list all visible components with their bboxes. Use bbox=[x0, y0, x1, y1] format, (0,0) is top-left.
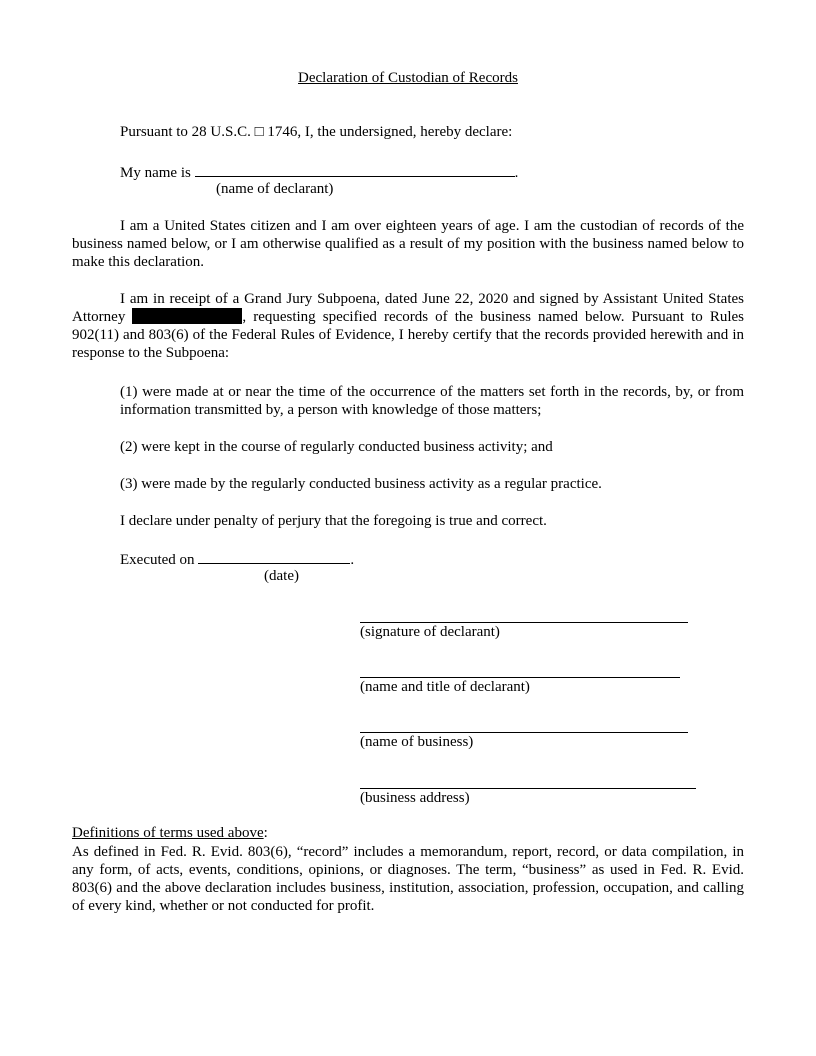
date-caption: (date) bbox=[264, 568, 299, 584]
signature-field[interactable] bbox=[360, 604, 688, 623]
declarant-name-field[interactable] bbox=[195, 161, 515, 177]
subpoena-paragraph bbox=[72, 290, 744, 362]
name-title-label: (name and title of declarant) bbox=[360, 679, 530, 695]
name-title-block bbox=[360, 659, 680, 696]
name-line bbox=[120, 161, 744, 182]
executed-line bbox=[120, 548, 744, 569]
date-field[interactable] bbox=[198, 548, 350, 564]
business-name-field[interactable] bbox=[360, 714, 688, 733]
business-address-block bbox=[360, 770, 696, 807]
business-name-label: (name of business) bbox=[360, 734, 474, 750]
name-title-field[interactable] bbox=[360, 659, 680, 678]
name-caption: (name of declarant) bbox=[216, 181, 334, 197]
definitions-body: As defined in Fed. R. Evid. 803(6), “record” includes a memorandum, report, record, or data compilation, in any form, of acts, events, conditions, opinions, or diagnoses. The term, “business” as used in Fed. R. Evid. 803(6) and the above declaration includes business, institution, association, profession, occupation, and calling of every kind, whether or not conducted for profit. bbox=[72, 844, 744, 914]
executed-prefix: Executed on bbox=[120, 552, 195, 568]
executed-suffix: . bbox=[350, 552, 355, 568]
redaction-block bbox=[132, 308, 242, 324]
definitions-heading: Definitions of terms used above bbox=[72, 825, 264, 841]
signature-block bbox=[360, 604, 688, 641]
definitions-heading-line bbox=[72, 824, 744, 842]
business-address-label: (business address) bbox=[360, 790, 470, 806]
certify-item-3: (3) were made by the regularly conducted business activity as a regular practice. bbox=[120, 476, 602, 492]
subpoena-text-2: , requesting specified records of the business named below. Pursuant to Rules 902(11) and 803(6) of the Federal Rules of Evidence, I hereby certify that the records provided herewith and in response to the Subpoena: bbox=[72, 309, 744, 361]
business-name-block bbox=[360, 714, 688, 751]
definitions-colon: : bbox=[263, 825, 268, 841]
subpoena-text-1: I am in receipt of a Grand Jury Subpoena, dated June 22, 2020 and signed by Assistant United States Attorney bbox=[72, 291, 744, 325]
business-address-field[interactable] bbox=[360, 770, 696, 789]
certify-item-2: (2) were kept in the course of regularly conducted business activity; and bbox=[120, 439, 553, 455]
document-title: Declaration of Custodian of Records bbox=[298, 70, 518, 86]
name-line-prefix: My name is bbox=[120, 165, 191, 181]
certify-item-1: (1) were made at or near the time of the occurrence of the matters set forth in the records, by, or from information transmitted by, a person with knowledge of those matters; bbox=[120, 384, 744, 418]
name-line-suffix: . bbox=[514, 165, 519, 181]
intro-statement: Pursuant to 28 U.S.C. □ 1746, I, the undersigned, hereby declare: bbox=[120, 124, 513, 140]
perjury-statement: I declare under penalty of perjury that the foregoing is true and correct. bbox=[120, 513, 547, 529]
signature-label: (signature of declarant) bbox=[360, 624, 500, 640]
citizenship-paragraph: I am a United States citizen and I am over eighteen years of age. I am the custodian of records of the business named below, or I am otherwise qualified as a result of my position with the business named below to make this declaration. bbox=[72, 218, 744, 270]
